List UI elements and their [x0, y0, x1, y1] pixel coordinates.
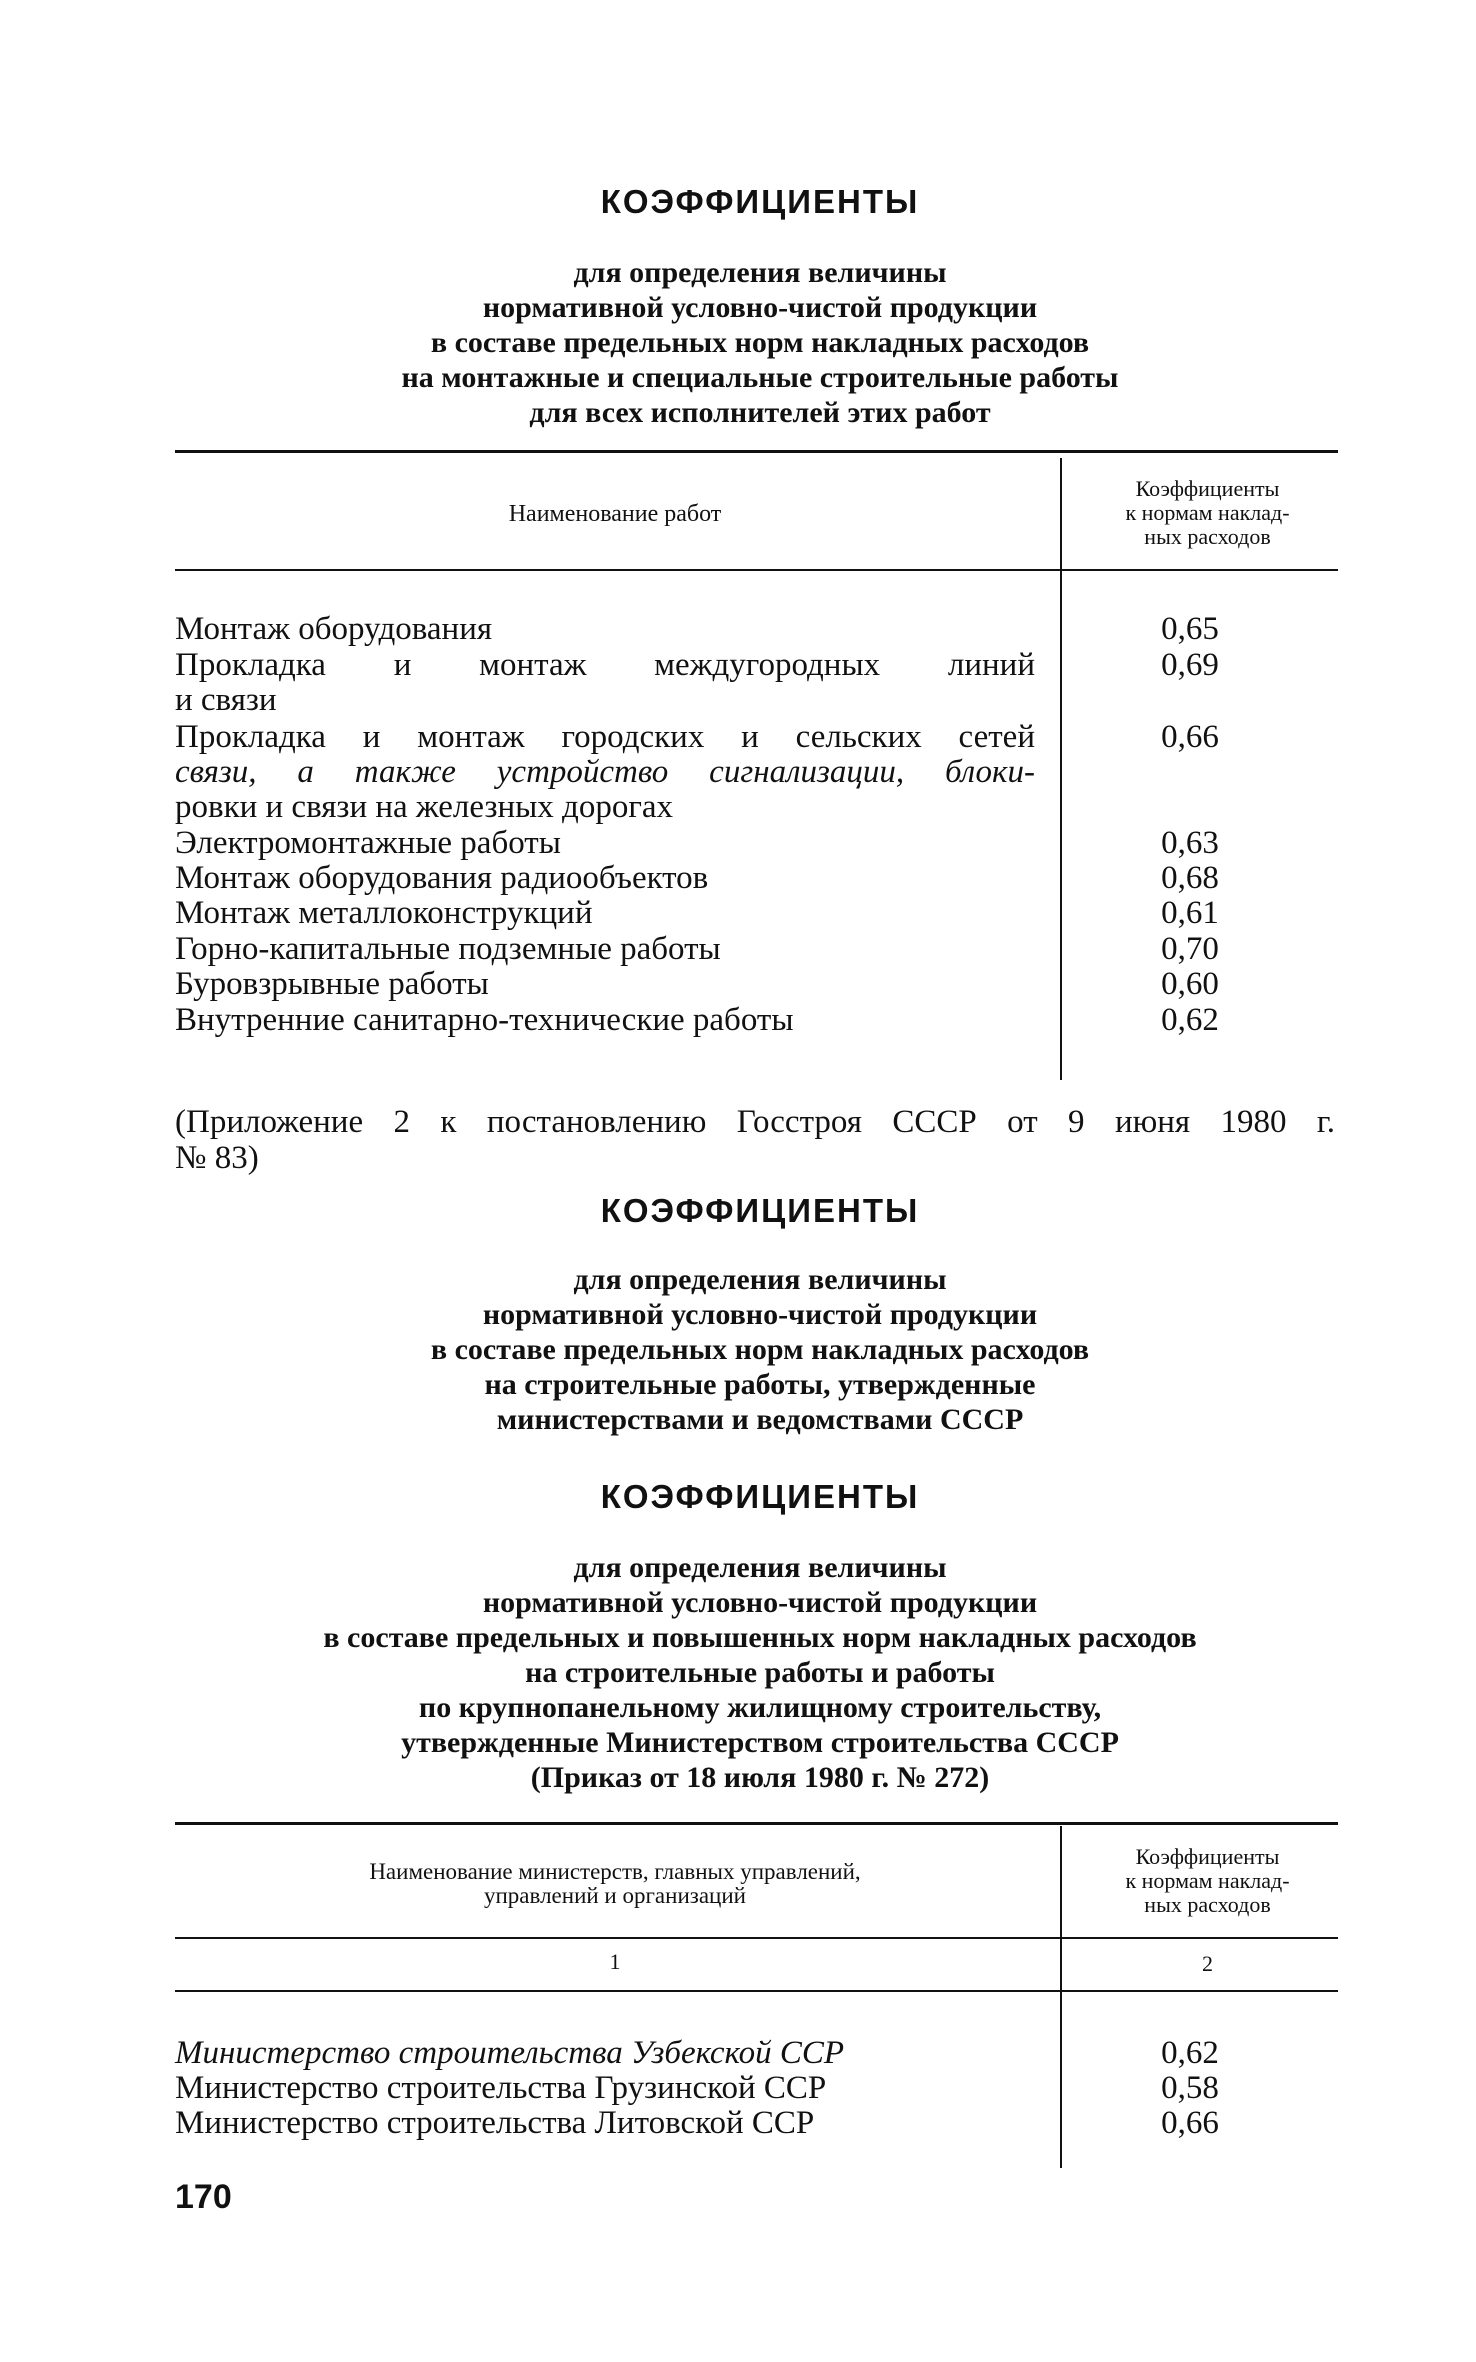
table-row-name: Монтаж оборудования радиообъектов [175, 860, 709, 896]
table-row-value: 0,63 [1161, 825, 1219, 861]
note-line: (Приложение 2 к постановлению Госстроя СССР от 9 июня 1980 г. [175, 1104, 1335, 1140]
table1-col2-header [1075, 477, 1340, 549]
header-line: к нормам наклад- [1125, 500, 1290, 525]
table2-column-divider [1060, 1826, 1062, 2168]
table-row-name: Горно-капитальные подземные работы [175, 931, 721, 967]
header-line: Коэффициенты [1135, 476, 1280, 501]
table-row-name [175, 720, 1035, 825]
section3-heading: КОЭФФИЦИЕНТЫ [600, 1478, 920, 1515]
table1-column-divider [1060, 458, 1062, 1080]
table2-col1-number: 1 [609, 1949, 621, 1974]
table2-col2-header [1075, 1845, 1340, 1917]
section2-subtitle [160, 1262, 1360, 1437]
table-row-value: 0,61 [1161, 895, 1219, 931]
header-line: к нормам наклад- [1125, 1868, 1290, 1893]
header-line: ных расходов [1144, 524, 1271, 549]
subtitle-line: в составе предельных и повышенных норм накладных расходов [323, 1621, 1197, 1654]
table-row-value: 0,69 [1161, 647, 1219, 683]
table-row-name: Министерство строительства Литовской ССР [175, 2105, 815, 2141]
table-row-value: 0,70 [1161, 931, 1219, 967]
row-line: и связи [175, 682, 277, 718]
subtitle-line: утвержденные Министерством строительства СССР [401, 1726, 1119, 1759]
table2-top-rule [175, 1822, 1338, 1825]
subtitle-line: нормативной условно-чистой продукции [482, 1586, 1038, 1619]
table-row-value: 0,66 [1161, 2105, 1219, 2141]
subtitle-line: для определения величины [573, 1263, 947, 1296]
table2-col1-header [175, 1860, 1055, 1908]
subtitle-line: (Приказ от 18 июля 1980 г. № 272) [530, 1761, 990, 1794]
subtitle-line: в составе предельных норм накладных расходов [430, 1333, 1090, 1366]
section1-subtitle [160, 255, 1360, 430]
subtitle-line: для всех исполнителей этих работ [529, 396, 991, 429]
subtitle-line: для определения величины [573, 256, 947, 289]
table1-col1-header: Наименование работ [508, 501, 722, 527]
header-line: ных расходов [1144, 1892, 1271, 1917]
table-row-value: 0,68 [1161, 860, 1219, 896]
table-row-name: Министерство строительства Грузинской ССР [175, 2070, 827, 2106]
subtitle-line: нормативной условно-чистой продукции [482, 291, 1038, 324]
row-line: Прокладка и монтаж городских и сельских сетей [175, 719, 1035, 755]
table1-top-rule [175, 450, 1338, 453]
subtitle-line: по крупнопанельному жилищному строительству, [418, 1691, 1102, 1724]
table-row-name: Внутренние санитарно-технические работы [175, 1002, 794, 1038]
source-note [175, 1104, 1335, 1176]
section2-heading: КОЭФФИЦИЕНТЫ [600, 1192, 920, 1229]
subtitle-line: министерствами и ведомствами СССР [496, 1403, 1024, 1436]
header-line: Наименование министерств, главных управлений, [369, 1859, 861, 1884]
header-line: управлений и организаций [484, 1883, 746, 1908]
subtitle-line: на монтажные и специальные строительные работы [401, 361, 1119, 394]
subtitle-line: в составе предельных норм накладных расходов [430, 326, 1090, 359]
section3-subtitle [160, 1550, 1360, 1795]
table-row-value: 0,62 [1161, 2035, 1219, 2071]
table-row-value: 0,62 [1161, 1002, 1219, 1038]
table-row-name: Монтаж металлоконструкций [175, 895, 593, 931]
table-row-value: 0,60 [1161, 966, 1219, 1002]
table2-header-rule [175, 1937, 1338, 1939]
table2-number-rule [175, 1990, 1338, 1992]
row-line: Прокладка и монтаж междугородных линий [175, 647, 1035, 683]
table-row-name: Монтаж оборудования [175, 611, 493, 647]
table-row-value: 0,58 [1161, 2070, 1219, 2106]
subtitle-line: на строительные работы и работы [525, 1656, 995, 1689]
table-row-name: Электромонтажные работы [175, 825, 561, 861]
row-line: ровки и связи на железных дорогах [175, 789, 674, 825]
table-row-name [175, 648, 1035, 718]
section1-heading: КОЭФФИЦИЕНТЫ [600, 183, 920, 220]
table2-col2-number: 2 [1202, 1951, 1213, 1976]
table-row-name: Министерство строительства Узбекской ССР [175, 2035, 845, 2071]
page-number: 170 [175, 2178, 232, 2216]
table-row-name: Буровзрывные работы [175, 966, 489, 1002]
table-row-value: 0,65 [1161, 611, 1219, 647]
row-line: связи, а также устройство сигнализации, блоки- [175, 754, 1035, 790]
subtitle-line: нормативной условно-чистой продукции [482, 1298, 1038, 1331]
subtitle-line: для определения величины [573, 1551, 947, 1584]
note-line: № 83) [175, 1140, 259, 1176]
header-line: Коэффициенты [1135, 1844, 1280, 1869]
table-row-value: 0,66 [1161, 719, 1219, 755]
table1-header-rule [175, 569, 1338, 571]
subtitle-line: на строительные работы, утвержденные [484, 1368, 1036, 1401]
